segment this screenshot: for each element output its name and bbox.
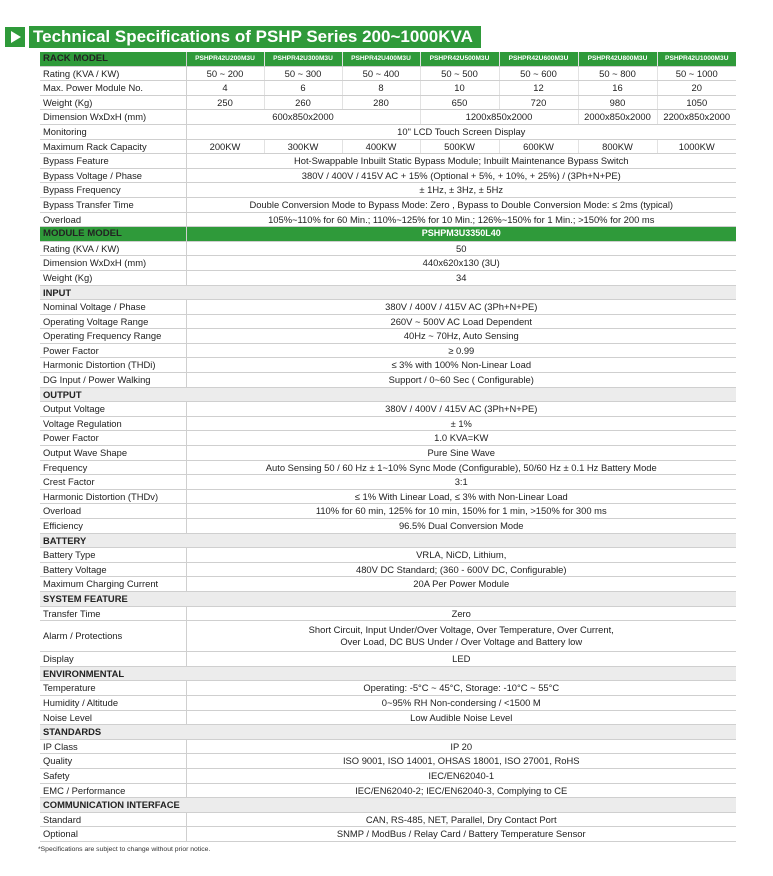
table-row <box>40 681 736 696</box>
cell-value: Auto Sensing 50 / 60 Hz ± 1~10% Sync Mode (Configurable), 50/60 Hz ± 0.1 Hz Battery Mode <box>186 460 736 475</box>
cell-value: 600KW <box>499 139 578 154</box>
table-row <box>40 652 736 667</box>
table-row <box>40 95 736 110</box>
table-row <box>40 710 736 725</box>
table-row <box>40 416 736 431</box>
cell-value: 1050 <box>657 95 736 110</box>
table-row <box>40 519 736 534</box>
cell-value: ≥ 0.99 <box>186 343 736 358</box>
table-row <box>40 300 736 315</box>
cell-value: Pure Sine Wave <box>186 446 736 461</box>
cell-value: 12 <box>499 81 578 96</box>
cell-value-line: Over Load, DC BUS Under / Over Voltage and Battery low <box>340 636 583 648</box>
row-label: Monitoring <box>40 124 186 139</box>
table-row <box>40 504 736 519</box>
cell-value: Double Conversion Mode to Bypass Mode: Zero , Bypass to Double Conversion Mode: ≤ 2ms (typical) <box>186 197 736 212</box>
row-label: Weight (Kg) <box>40 270 186 285</box>
row-label: Frequency <box>40 460 186 475</box>
cell-value: 600x850x2000 <box>186 110 420 125</box>
title-banner <box>5 24 481 50</box>
section-title: SYSTEM FEATURE <box>40 591 736 606</box>
table-row <box>40 577 736 592</box>
row-label: Voltage Regulation <box>40 416 186 431</box>
table-row <box>40 621 736 652</box>
cell-value: 400KW <box>342 139 420 154</box>
table-row <box>40 329 736 344</box>
table-row <box>40 66 736 81</box>
cell-value: 3:1 <box>186 475 736 490</box>
spec-table <box>40 52 736 842</box>
cell-value: 110% for 60 min, 125% for 10 min, 150% for 1 min, >150% for 300 ms <box>186 504 736 519</box>
row-label: Display <box>40 652 186 667</box>
row-label: Maximum Charging Current <box>40 577 186 592</box>
cell-value: IEC/EN62040-2; IEC/EN62040-3, Complying to CE <box>186 783 736 798</box>
cell-value: 720 <box>499 95 578 110</box>
cell-value: 800KW <box>578 139 657 154</box>
row-label: Output Voltage <box>40 402 186 417</box>
row-label: DG Input / Power Walking <box>40 373 186 388</box>
section-title: INPUT <box>40 285 736 300</box>
cell-value: ± 1% <box>186 416 736 431</box>
row-label: Maximum Rack Capacity <box>40 139 186 154</box>
rack-model-2: PSHPR42U300M3U <box>264 52 342 66</box>
table-row <box>40 124 736 139</box>
row-label: Noise Level <box>40 710 186 725</box>
table-row <box>40 402 736 417</box>
table-row <box>40 606 736 621</box>
section-header-row <box>40 591 736 606</box>
table-row <box>40 431 736 446</box>
cell-value: 0~95% RH Non-condersing / <1500 M <box>186 695 736 710</box>
rack-model-header-row <box>40 52 736 66</box>
cell-value: 650 <box>420 95 499 110</box>
table-row <box>40 768 736 783</box>
cell-value: VRLA, NiCD, Lithium, <box>186 548 736 563</box>
row-label: Safety <box>40 768 186 783</box>
table-row <box>40 812 736 827</box>
table-row <box>40 314 736 329</box>
table-row <box>40 197 736 212</box>
cell-value: 8 <box>342 81 420 96</box>
cell-value: 20 <box>657 81 736 96</box>
table-row <box>40 183 736 198</box>
table-row <box>40 783 736 798</box>
row-label: Max. Power Module No. <box>40 81 186 96</box>
row-label: Rating (KVA / KW) <box>40 66 186 81</box>
cell-value: 16 <box>578 81 657 96</box>
table-row <box>40 754 736 769</box>
row-label: Bypass Voltage / Phase <box>40 168 186 183</box>
table-row <box>40 460 736 475</box>
rack-model-6: PSHPR42U800M3U <box>578 52 657 66</box>
rack-model-header: RACK MODEL <box>40 52 186 66</box>
row-label: Operating Voltage Range <box>40 314 186 329</box>
cell-value: 10 <box>420 81 499 96</box>
cell-value: 4 <box>186 81 264 96</box>
cell-value: 380V / 400V / 415V AC (3Ph+N+PE) <box>186 300 736 315</box>
cell-value: ≤ 1% With Linear Load, ≤ 3% with Non-Linear Load <box>186 489 736 504</box>
row-label: Bypass Feature <box>40 154 186 169</box>
table-row <box>40 270 736 285</box>
table-row <box>40 343 736 358</box>
cell-value-line: Short Circuit, Input Under/Over Voltage, Over Temperature, Over Current, <box>308 624 614 636</box>
row-label: Overload <box>40 504 186 519</box>
cell-value: Zero <box>186 606 736 621</box>
cell-value: ≤ 3% with 100% Non-Linear Load <box>186 358 736 373</box>
table-row <box>40 489 736 504</box>
cell-value: 50 ~ 600 <box>499 66 578 81</box>
row-label: Power Factor <box>40 431 186 446</box>
cell-value: 34 <box>186 270 736 285</box>
cell-value <box>186 621 736 652</box>
row-label: Rating (KVA / KW) <box>40 241 186 256</box>
row-label: EMC / Performance <box>40 783 186 798</box>
row-label: Alarm / Protections <box>40 621 186 652</box>
table-row <box>40 446 736 461</box>
table-row <box>40 256 736 271</box>
section-title: STANDARDS <box>40 725 736 740</box>
section-header-row <box>40 387 736 402</box>
cell-value: 6 <box>264 81 342 96</box>
section-title: ENVIRONMENTAL <box>40 666 736 681</box>
cell-value: Operating: -5°C ~ 45°C, Storage: -10°C ~ 55°C <box>186 681 736 696</box>
row-label: Crest Factor <box>40 475 186 490</box>
section-header-row <box>40 798 736 813</box>
table-row <box>40 81 736 96</box>
cell-value: 40Hz ~ 70Hz, Auto Sensing <box>186 329 736 344</box>
row-label: Overload <box>40 212 186 227</box>
row-label: Quality <box>40 754 186 769</box>
table-row <box>40 139 736 154</box>
cell-value: 50 ~ 300 <box>264 66 342 81</box>
section-header-row <box>40 666 736 681</box>
table-row <box>40 241 736 256</box>
cell-value: 50 <box>186 241 736 256</box>
rack-model-4: PSHPR42U500M3U <box>420 52 499 66</box>
table-row <box>40 168 736 183</box>
cell-value: 105%~110% for 60 Min.; 110%~125% for 10 Min.; 126%~150% for 1 Min.; >150% for 200 ms <box>186 212 736 227</box>
table-row <box>40 373 736 388</box>
cell-value: 380V / 400V / 415V AC + 15% (Optional + 5%, + 10%, + 25%) / (3Ph+N+PE) <box>186 168 736 183</box>
section-header-row <box>40 533 736 548</box>
row-label: Nominal Voltage / Phase <box>40 300 186 315</box>
row-label: Efficiency <box>40 519 186 534</box>
cell-value: 440x620x130 (3U) <box>186 256 736 271</box>
section-title: COMMUNICATION INTERFACE <box>40 798 736 813</box>
cell-value: 50 ~ 200 <box>186 66 264 81</box>
cell-value: 480V DC Standard; (360 - 600V DC, Configurable) <box>186 562 736 577</box>
row-label: Bypass Transfer Time <box>40 197 186 212</box>
row-label: Harmonic Distortion (THDv) <box>40 489 186 504</box>
section-header-row <box>40 285 736 300</box>
page-title: Technical Specifications of PSHP Series 200~1000KVA <box>29 26 481 48</box>
section-header-row <box>40 725 736 740</box>
table-row <box>40 827 736 842</box>
cell-value: 280 <box>342 95 420 110</box>
row-label: Power Factor <box>40 343 186 358</box>
row-label: Battery Voltage <box>40 562 186 577</box>
cell-value: IEC/EN62040-1 <box>186 768 736 783</box>
cell-value: Hot-Swappable Inbuilt Static Bypass Module; Inbuilt Maintenance Bypass Switch <box>186 154 736 169</box>
row-label: Bypass Frequency <box>40 183 186 198</box>
cell-value: 300KW <box>264 139 342 154</box>
cell-value: 1000KW <box>657 139 736 154</box>
row-label: IP Class <box>40 739 186 754</box>
cell-value: 200KW <box>186 139 264 154</box>
cell-value: 50 ~ 500 <box>420 66 499 81</box>
table-row <box>40 475 736 490</box>
cell-value: 96.5% Dual Conversion Mode <box>186 519 736 534</box>
row-label: Optional <box>40 827 186 842</box>
cell-value: Support / 0~60 Sec ( Configurable) <box>186 373 736 388</box>
table-row <box>40 110 736 125</box>
table-row <box>40 212 736 227</box>
row-label: Transfer Time <box>40 606 186 621</box>
row-label: Temperature <box>40 681 186 696</box>
row-label: Output Wave Shape <box>40 446 186 461</box>
cell-value: 260V ~ 500V AC Load Dependent <box>186 314 736 329</box>
cell-value: ± 1Hz, ± 3Hz, ± 5Hz <box>186 183 736 198</box>
row-label: Battery Type <box>40 548 186 563</box>
cell-value: 50 ~ 1000 <box>657 66 736 81</box>
cell-value: 2200x850x2000 <box>657 110 736 125</box>
cell-value: 1.0 KVA=KW <box>186 431 736 446</box>
table-row <box>40 358 736 373</box>
cell-value: Low Audible Noise Level <box>186 710 736 725</box>
row-label: Dimension WxDxH (mm) <box>40 110 186 125</box>
cell-value: CAN, RS-485, NET, Parallel, Dry Contact Port <box>186 812 736 827</box>
table-row <box>40 154 736 169</box>
cell-value: 380V / 400V / 415V AC (3Ph+N+PE) <box>186 402 736 417</box>
row-label: Operating Frequency Range <box>40 329 186 344</box>
section-title: BATTERY <box>40 533 736 548</box>
table-row <box>40 695 736 710</box>
row-label: Harmonic Distortion (THDi) <box>40 358 186 373</box>
table-row <box>40 562 736 577</box>
rack-model-7: PSHPR42U1000M3U <box>657 52 736 66</box>
module-model-header: MODULE MODEL <box>40 227 186 242</box>
cell-value: 260 <box>264 95 342 110</box>
rack-model-5: PSHPR42U600M3U <box>499 52 578 66</box>
row-label: Weight (Kg) <box>40 95 186 110</box>
rack-model-3: PSHPR42U400M3U <box>342 52 420 66</box>
rack-model-1: PSHPR42U200M3U <box>186 52 264 66</box>
section-title: OUTPUT <box>40 387 736 402</box>
cell-value: ISO 9001, ISO 14001, OHSAS 18001, ISO 27001, RoHS <box>186 754 736 769</box>
cell-value: 500KW <box>420 139 499 154</box>
cell-value: 50 ~ 400 <box>342 66 420 81</box>
footnote: *Specifications are subject to change without prior notice. <box>38 846 211 853</box>
cell-value: 980 <box>578 95 657 110</box>
module-model-name: PSHPM3U3350L40 <box>186 227 736 242</box>
module-model-header-row <box>40 227 736 242</box>
table-row <box>40 739 736 754</box>
cell-value: LED <box>186 652 736 667</box>
cell-value: 2000x850x2000 <box>578 110 657 125</box>
cell-value: IP 20 <box>186 739 736 754</box>
cell-value: 250 <box>186 95 264 110</box>
row-label: Dimension WxDxH (mm) <box>40 256 186 271</box>
cell-value: SNMP / ModBus / Relay Card / Battery Temperature Sensor <box>186 827 736 842</box>
cell-value: 20A Per Power Module <box>186 577 736 592</box>
cell-value: 10" LCD Touch Screen Display <box>186 124 736 139</box>
table-row <box>40 548 736 563</box>
play-arrow-icon <box>5 27 25 47</box>
cell-value: 50 ~ 800 <box>578 66 657 81</box>
cell-value: 1200x850x2000 <box>420 110 578 125</box>
row-label: Standard <box>40 812 186 827</box>
row-label: Humidity / Altitude <box>40 695 186 710</box>
